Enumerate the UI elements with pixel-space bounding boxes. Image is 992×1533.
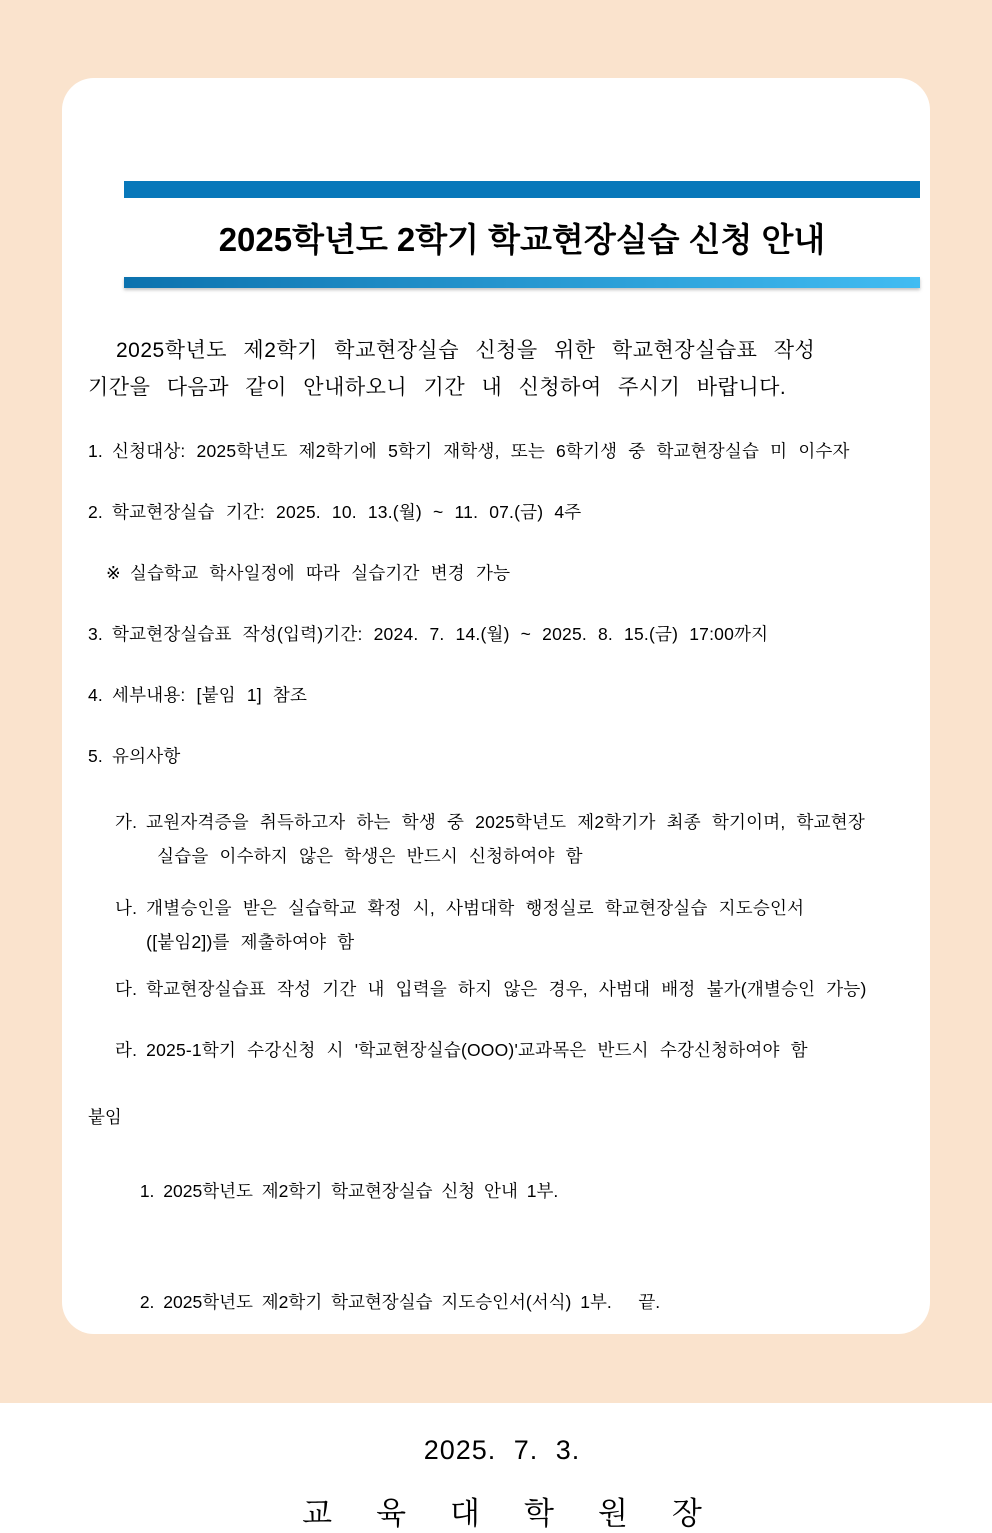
item-2-text: 학교현장실습 기간: 2025. 10. 13.(월) ~ 11. 07.(금) 4주 bbox=[112, 502, 582, 522]
sub-item-ra bbox=[115, 1038, 916, 1062]
item-2-number: 2. bbox=[88, 502, 103, 522]
sub-item-ra-text: 2025-1학기 수강신청 시 '학교현장실습(OOO)'교과목은 반드시 수강신청하여야 함 bbox=[146, 1040, 808, 1060]
intro-line-1: 2025학년도 제2학기 학교현장실습 신청을 위한 학교현장실습표 작성 bbox=[116, 339, 816, 362]
intro-paragraph bbox=[88, 332, 916, 406]
notice-body bbox=[62, 332, 930, 1533]
item-note-schedule-change bbox=[106, 561, 916, 585]
sub-item-da-marker: 다. bbox=[115, 979, 138, 999]
signature-title bbox=[88, 1488, 916, 1533]
item-2-practice-period bbox=[88, 500, 916, 524]
intro-line-2: 기간을 다음과 같이 안내하오니 기간 내 신청하여 주시기 바랍니다. bbox=[88, 376, 787, 399]
attachments-block bbox=[88, 1099, 916, 1395]
item-1-text: 신청대상: 2025학년도 제2학기에 5학기 재학생, 또는 6학기생 중 학교현장실습 미 이수자 bbox=[112, 441, 850, 461]
attachments-list bbox=[140, 1099, 660, 1395]
sub-item-ra-marker: 라. bbox=[115, 1040, 138, 1060]
sub-item-ga-marker: 가. bbox=[115, 812, 138, 832]
sub-item-na-marker: 나. bbox=[115, 898, 138, 918]
item-5-precautions bbox=[88, 744, 916, 768]
sub-item-na bbox=[115, 891, 916, 959]
item-4-details bbox=[88, 683, 916, 707]
item-1-target-audience bbox=[88, 439, 916, 463]
title-bottom-gradient-bar bbox=[124, 277, 920, 288]
sub-item-na-line-2: ([붙임2])를 제출하여야 함 bbox=[146, 932, 355, 952]
item-3-entry-period bbox=[88, 622, 916, 646]
item-4-number: 4. bbox=[88, 685, 103, 705]
title-block bbox=[124, 181, 920, 288]
sub-item-na-line-1: 개별승인을 받은 실습학교 확정 시, 사범대학 행정실로 학교현장실습 지도승인서 bbox=[146, 898, 805, 918]
note-text: 실습학교 학사일정에 따라 실습기간 변경 가능 bbox=[129, 563, 511, 583]
sub-item-ga-line-2: 실습을 이수하지 않은 학생은 반드시 신청하여야 함 bbox=[157, 846, 583, 866]
item-5-number: 5. bbox=[88, 746, 103, 766]
document-date: 2025. 7. 3. bbox=[423, 1435, 581, 1465]
sub-item-ga-text bbox=[146, 805, 865, 873]
item-3-number: 3. bbox=[88, 624, 103, 644]
item-4-text: 세부내용: [붙임 1] 참조 bbox=[112, 685, 308, 705]
attachments-label: 붙임 bbox=[88, 1107, 122, 1127]
sub-item-ga-line-1: 교원자격증을 취득하고자 하는 학생 중 2025학년도 제2학기가 최종 학기이며, 학교현장 bbox=[146, 812, 865, 832]
item-5-text: 유의사항 bbox=[112, 746, 181, 766]
attachment-1: 1. 2025학년도 제2학기 학교현장실습 신청 안내 1부. bbox=[139, 1181, 559, 1201]
sub-item-na-text bbox=[146, 891, 804, 959]
notice-card bbox=[62, 78, 930, 1531]
sub-item-da bbox=[115, 977, 916, 1001]
item-3-text: 학교현장실습표 작성(입력)기간: 2024. 7. 14.(월) ~ 2025. 8. 15.(금) 17:00까지 bbox=[112, 624, 769, 644]
signature-text: 교육대학원장 bbox=[302, 1496, 746, 1531]
precaution-sub-items bbox=[115, 805, 916, 1062]
page-title: 2025학년도 2학기 학교현장실습 신청 안내 bbox=[218, 221, 826, 258]
sub-item-da-text: 학교현장실습표 작성 기간 내 입력을 하지 않은 경우, 사범대 배정 불가(개별승인 가능) bbox=[146, 979, 867, 999]
note-asterisk-icon: ※ bbox=[106, 563, 121, 583]
sub-item-ga bbox=[115, 805, 916, 873]
title-top-bar bbox=[124, 181, 920, 198]
notice-items bbox=[88, 439, 916, 768]
item-1-number: 1. bbox=[88, 441, 103, 461]
attachment-2: 2. 2025학년도 제2학기 학교현장실습 지도승인서(서식) 1부. 끝. bbox=[139, 1292, 661, 1312]
